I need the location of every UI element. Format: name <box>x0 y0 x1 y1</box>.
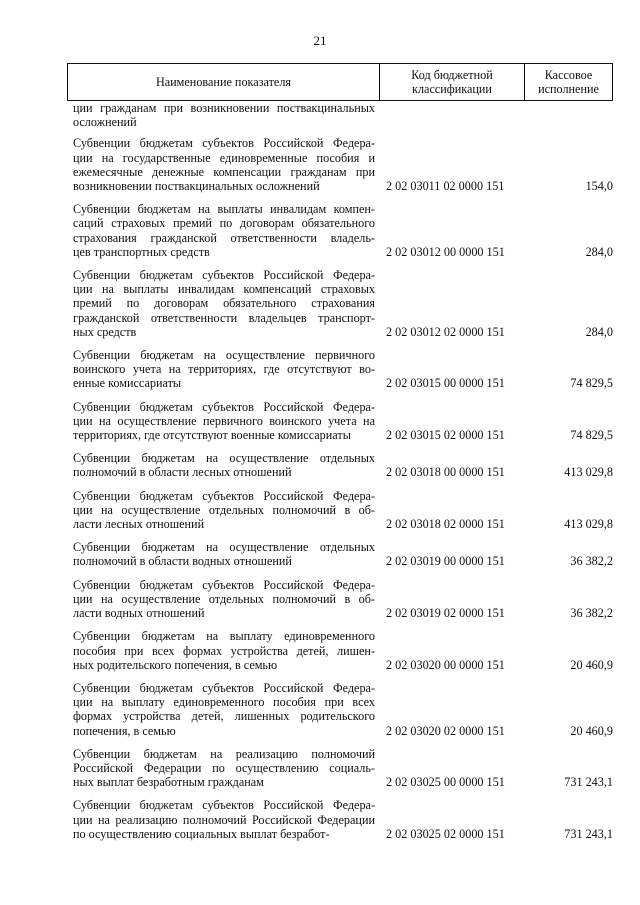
indicator-name-line: полномочий в области лесных отношений <box>73 465 292 480</box>
indicator-name-line: Субвенции бюджетам субъектов Российской Федера- <box>73 268 375 283</box>
indicator-name <box>73 400 375 443</box>
indicator-name <box>73 268 375 339</box>
budget-code: 2 02 03012 02 0000 151 <box>386 324 505 339</box>
table-row <box>73 798 613 841</box>
budget-code: 2 02 03019 02 0000 151 <box>386 606 505 621</box>
indicator-name-line: попечения, в семью <box>73 723 176 738</box>
indicator-name-line: Субвенции бюджетам на осуществление отдельных <box>73 540 375 555</box>
indicator-name-line: гражданской ответственности владельцев транспорт- <box>73 310 375 325</box>
indicator-name <box>73 747 375 790</box>
cash-execution-value: 154,0 <box>585 179 613 194</box>
indicator-name-line: ции на осуществление отдельных полномочий в об- <box>73 502 375 517</box>
indicator-name-line: ции на выплаты инвалидам компенсаций страховых <box>73 282 375 297</box>
cash-execution-value: 36 382,2 <box>570 606 613 621</box>
indicator-name-line: цев транспортных средств <box>73 244 210 259</box>
page-number: 21 <box>313 33 327 48</box>
indicator-name <box>73 348 375 391</box>
indicator-name-line: ежемесячные денежные компенсации гражданам при <box>73 164 375 179</box>
budget-code: 2 02 03018 02 0000 151 <box>386 517 505 532</box>
cash-execution-value: 413 029,8 <box>564 465 613 480</box>
header-code-column: Код бюджетной классификации <box>380 64 525 100</box>
indicator-name-line: премий по договорам обязательного страхования <box>73 296 375 311</box>
table-row <box>73 629 613 672</box>
indicator-name-line: ции на государственные единовременные пособия и <box>73 150 375 165</box>
table-row <box>73 681 613 738</box>
indicator-name-line: ласти водных отношений <box>73 606 205 621</box>
indicator-name <box>73 489 375 532</box>
table-header <box>67 63 613 101</box>
table-row <box>73 489 613 532</box>
table-row <box>73 348 613 391</box>
indicator-name-line: ции на выплату единовременного пособия при всех <box>73 695 375 710</box>
cash-execution-value: 284,0 <box>585 324 613 339</box>
indicator-name-line: территориях, где отсутствуют военные комиссариаты <box>73 428 351 443</box>
indicator-name-line: Субвенции бюджетам на выплаты инвалидам компен- <box>73 202 375 217</box>
indicator-name-line: ции гражданам при возникновении поствакцинальных <box>73 101 375 115</box>
indicator-name <box>73 540 375 568</box>
indicator-name <box>73 798 375 841</box>
indicator-name-line: ции на реализацию полномочий Российской Федерации <box>73 812 375 827</box>
budget-code: 2 02 03015 00 0000 151 <box>386 376 505 391</box>
header-name-column: Наименование показателя <box>68 64 380 100</box>
table-row <box>73 268 613 339</box>
table-row <box>73 202 613 259</box>
cash-execution-value: 74 829,5 <box>570 376 613 391</box>
indicator-name-line: Субвенции бюджетам субъектов Российской Федера- <box>73 577 375 592</box>
budget-code: 2 02 03011 02 0000 151 <box>386 179 505 194</box>
budget-code: 2 02 03019 00 0000 151 <box>386 554 505 569</box>
indicator-name-line: ции на осуществление отдельных полномочий в об- <box>73 591 375 606</box>
indicator-name-line: енные комиссариаты <box>73 376 182 391</box>
table-row <box>73 400 613 443</box>
indicator-name-line: по осуществлению социальных выплат безработ- <box>73 826 330 841</box>
header-value-column: Кассовое исполнение <box>538 67 599 96</box>
budget-code: 2 02 03025 00 0000 151 <box>386 775 505 790</box>
budget-code: 2 02 03018 00 0000 151 <box>386 465 505 480</box>
cash-execution-value: 413 029,8 <box>564 517 613 532</box>
budget-code: 2 02 03012 00 0000 151 <box>386 244 505 259</box>
indicator-name-line: Субвенции бюджетам субъектов Российской Федера- <box>73 488 375 503</box>
table-row <box>73 578 613 621</box>
indicator-name <box>73 202 375 259</box>
table-row <box>73 747 613 790</box>
table-row <box>73 101 613 129</box>
table-row <box>73 136 613 193</box>
cash-execution-value: 731 243,1 <box>564 826 613 841</box>
budget-code: 2 02 03015 02 0000 151 <box>386 428 505 443</box>
indicator-name-line: саций страховых премий по договорам обязательного <box>73 216 375 231</box>
indicator-name-line: Субвенции бюджетам на осуществление первичного <box>73 348 375 363</box>
indicator-name-line: ных средств <box>73 324 137 339</box>
cash-execution-value: 284,0 <box>585 244 613 259</box>
indicator-name-line: Субвенции бюджетам на выплату единовременного <box>73 629 375 644</box>
indicator-name-line: Субвенции бюджетам субъектов Российской Федера- <box>73 136 375 151</box>
indicator-name <box>73 578 375 621</box>
table-body <box>73 101 613 850</box>
indicator-name-line: осложнений <box>73 115 137 130</box>
indicator-name-line: пособия при всех формах устройства детей, лишен- <box>73 643 375 658</box>
table-row <box>73 540 613 568</box>
indicator-name <box>73 136 375 193</box>
indicator-name <box>73 681 375 738</box>
indicator-name-line: возникновении поствакцинальных осложнений <box>73 179 320 194</box>
indicator-name-line: ных выплат безработным гражданам <box>73 775 264 790</box>
cash-execution-value: 36 382,2 <box>570 554 613 569</box>
indicator-name-line: формах устройства детей, лишенных родительского <box>73 709 375 724</box>
indicator-name-line: Субвенции бюджетам субъектов Российской Федера- <box>73 399 375 414</box>
indicator-name <box>73 101 375 129</box>
cash-execution-value: 74 829,5 <box>570 428 613 443</box>
indicator-name-line: полномочий в области водных отношений <box>73 554 292 569</box>
indicator-name <box>73 629 375 672</box>
indicator-name <box>73 451 375 479</box>
indicator-name-line: ции на осуществление первичного воинского учета на <box>73 413 375 428</box>
indicator-name-line: Субвенции бюджетам субъектов Российской Федера- <box>73 798 375 813</box>
cash-execution-value: 20 460,9 <box>570 723 613 738</box>
indicator-name-line: воинского учета на территориях, где отсутствуют во- <box>73 362 375 377</box>
indicator-name-line: ласти лесных отношений <box>73 517 205 532</box>
cash-execution-value: 20 460,9 <box>570 657 613 672</box>
indicator-name-line: страхования гражданской ответственности владель- <box>73 230 375 245</box>
budget-code: 2 02 03020 00 0000 151 <box>386 657 505 672</box>
indicator-name-line: Субвенции бюджетам на реализацию полномочий <box>73 746 375 761</box>
indicator-name-line: Субвенции бюджетам на осуществление отдельных <box>73 451 375 466</box>
budget-code: 2 02 03025 02 0000 151 <box>386 826 505 841</box>
budget-code: 2 02 03020 02 0000 151 <box>386 723 505 738</box>
indicator-name-line: ных родительского попечения, в семью <box>73 657 278 672</box>
indicator-name-line: Субвенции бюджетам субъектов Российской Федера- <box>73 680 375 695</box>
indicator-name-line: Российской Федерации по осуществлению социаль- <box>73 760 375 775</box>
cash-execution-value: 731 243,1 <box>564 775 613 790</box>
table-row <box>73 451 613 479</box>
